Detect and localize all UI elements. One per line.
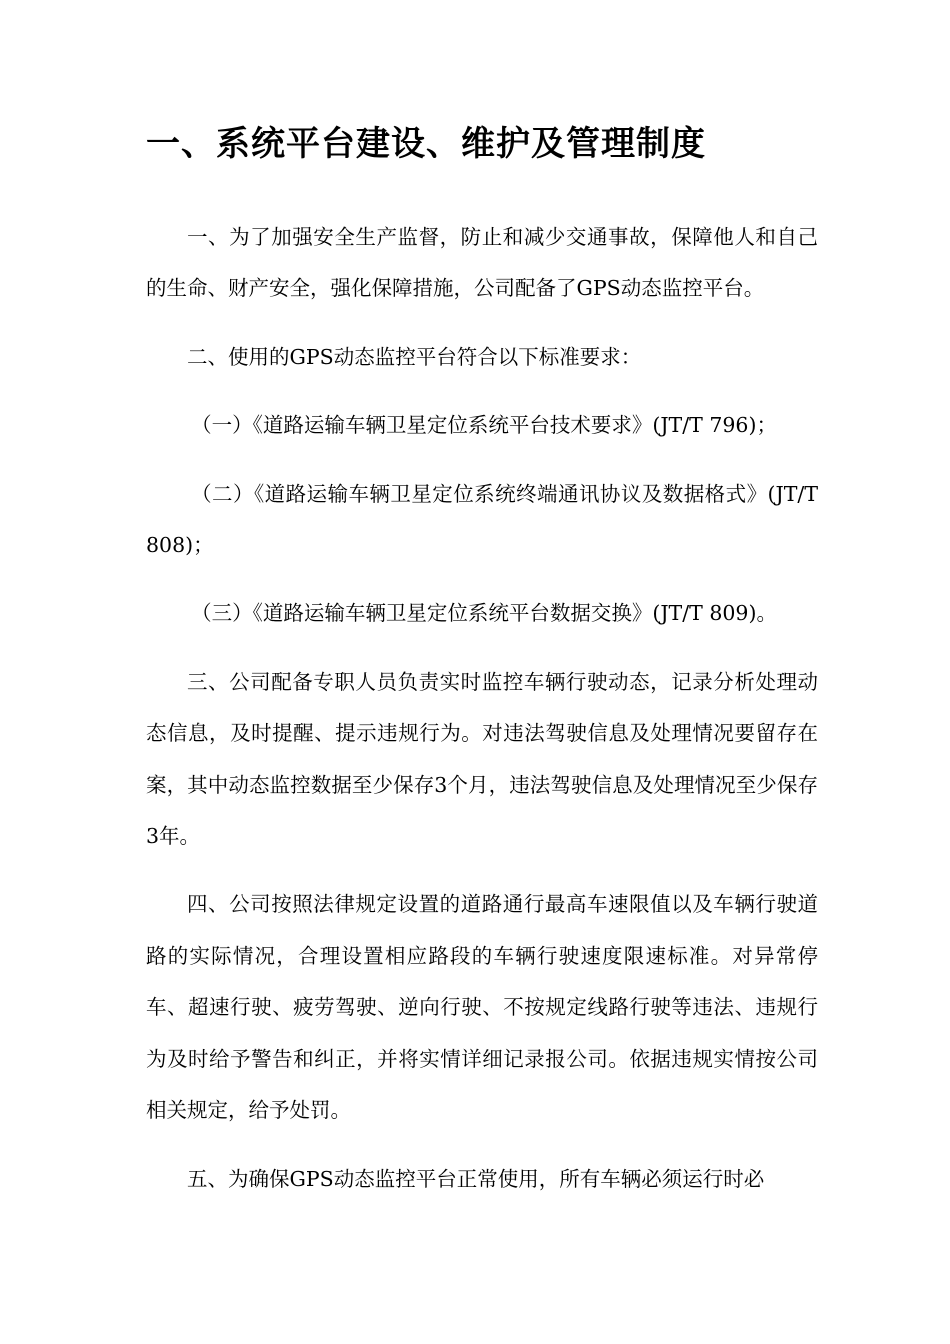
paragraph-2: 二、使用的GPS动态监控平台符合以下标准要求： — [187, 344, 642, 369]
standard-item-2: （二）《道路运输车辆卫星定位系统终端通讯协议及数据格式》(JT/T 808)； — [146, 481, 818, 558]
paragraph-3: 三、公司配备专职人员负责实时监控车辆行驶动态，记录分析处理动态信息，及时提醒、提示违规行为。对违法驾驶信息及处理情况要留存在案，其中动态监控数据至少保存3个月，违法驾驶信息及处理情况至少保存3年。 — [146, 669, 818, 849]
paragraph-4: 四、公司按照法律规定设置的道路通行最高车速限值以及车辆行驶道路的实际情况，合理设置相应路段的车辆行驶速度限速标准。对异常停车、超速行驶、疲劳驾驶、逆向行驶、不按规定线路行驶等违法、违规行为及时给予警告和纠正，并将实情详细记录报公司。依据违规实情按公司相关规定，给予处罚。 — [146, 892, 818, 1123]
document-body — [146, 212, 818, 1205]
paragraph-5: 五、为确保GPS动态监控平台正常使用，所有车辆必须运行时必 — [187, 1166, 765, 1191]
document-title: 一、系统平台建设、维护及管理制度 — [146, 124, 706, 164]
standard-item-3: （三）《道路运输车辆卫星定位系统平台数据交换》(JT/T 809)。 — [191, 601, 777, 626]
paragraph-1: 一、为了加强安全生产监督，防止和减少交通事故，保障他人和自己的生命、财产安全，强化保障措施，公司配备了GPS动态监控平台。 — [146, 225, 818, 301]
standard-item-1: （一）《道路运输车辆卫星定位系统平台技术要求》(JT/T 796)； — [191, 413, 777, 438]
